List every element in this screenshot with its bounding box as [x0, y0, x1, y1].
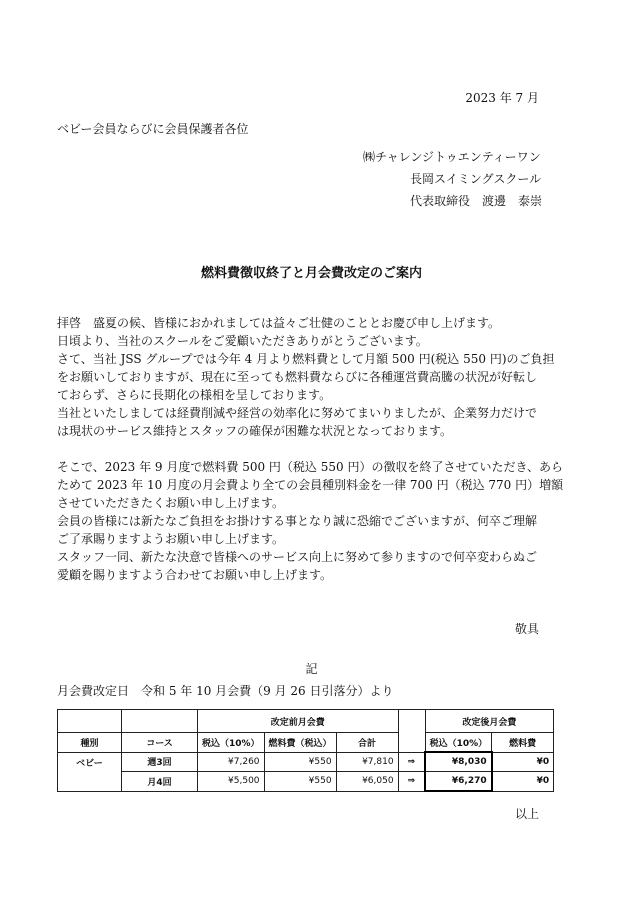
table-row — [58, 772, 554, 792]
table-cell — [122, 710, 198, 733]
col-tax-before: 税込（10%） — [198, 733, 265, 753]
member-type: ベビー — [58, 752, 122, 772]
body-line: 愛顧を賜りますよう合わせてお願い申し上げます。 — [57, 568, 333, 582]
document-date: 2023 年 7 月 — [465, 91, 539, 105]
addressee: ベビー会員ならびに会員保護者各位 — [57, 122, 249, 136]
fee-table — [57, 709, 554, 792]
tax-before: ¥5,500 — [198, 772, 265, 792]
table-row — [58, 752, 554, 772]
table-cell — [398, 710, 425, 733]
fuel-before: ¥550 — [264, 772, 336, 792]
col-tax-after: 税込（10%） — [425, 733, 492, 753]
col-total: 合計 — [336, 733, 398, 753]
fuel-before: ¥550 — [264, 752, 336, 772]
total-before: ¥7,810 — [336, 752, 398, 772]
body-line: 日頃より、当社のスクールをご愛顧いただきありがとうございます。 — [57, 334, 428, 348]
body-line: は現状のサービス維持とスタッフの確保が困難な状況となっております。 — [57, 424, 453, 438]
after-fee-header: 改定後月会費 — [425, 710, 554, 733]
body-line: をお願いしておりますが、現在に至っても燃料費ならびに各種運営費高騰の状況が好転し — [57, 370, 538, 384]
body-line: 拝啓 盛夏の候、皆様におかれましては益々ご壮健のこととお慶び申し上げます。 — [57, 316, 501, 330]
before-fee-header: 改定前月会費 — [198, 710, 399, 733]
course: 週3回 — [122, 752, 198, 772]
body-line: ておらず、さらに長期化の様相を呈しております。 — [57, 388, 332, 402]
closing-keigu: 敬具 — [514, 622, 539, 636]
col-fuel-after: 燃料費 — [492, 733, 554, 753]
tax-after: ¥8,030 — [425, 752, 492, 772]
body-line: そこで、2023 年 9 月度で燃料費 500 円（税込 550 円）の徴収を終了させていただき、あら — [57, 460, 563, 474]
col-type: 種別 — [58, 733, 122, 753]
body-line: 会員の皆様には新たなご負担をお掛けする事となり誠に恐縮でございますが、何卒ご理解 — [57, 514, 538, 528]
col-course: コース — [122, 733, 198, 753]
page-title: 燃料費徴収終了と月会費改定のご案内 — [200, 266, 422, 281]
fuel-after: ¥0 — [492, 752, 554, 772]
member-type — [58, 772, 122, 792]
table-cell — [58, 710, 122, 733]
course: 月4回 — [122, 772, 198, 792]
revision-date: 月会費改定日 令和 5 年 10 月会費（9 月 26 日引落分）より — [57, 684, 394, 698]
table-group-header-row — [58, 710, 554, 733]
tax-before: ¥7,260 — [198, 752, 265, 772]
table-cell — [398, 733, 425, 753]
ki-heading: 記 — [305, 662, 318, 676]
body-line: ご了承賜りますようお願い申し上げます。 — [57, 532, 285, 546]
body-line: スタッフ一同、新たな決意で皆様へのサービス向上に努めて参りますので何卒変わらぬご — [57, 550, 538, 564]
arrow-icon: ⇒ — [398, 752, 425, 772]
body-line: させていただきたくお願い申し上げます。 — [57, 496, 285, 510]
sender-company: ㈱チャレンジトゥエンティーワン — [363, 150, 541, 164]
sender-representative: 代表取締役 渡邊 泰崇 — [410, 194, 543, 208]
end-ijo: 以上 — [514, 807, 539, 821]
tax-after: ¥6,270 — [425, 772, 492, 792]
sender-school: 長岡スイミングスクール — [410, 172, 542, 186]
table-column-header-row — [58, 733, 554, 753]
body-line: 当社といたしましては経費削減や経営の効率化に努めてまいりましたが、企業努力だけで — [57, 406, 538, 420]
fuel-after: ¥0 — [492, 772, 554, 792]
blank-line — [57, 440, 563, 458]
body-line: ためて 2023 年 10 月度の月会費より全ての会員種別料金を一律 700 円（税込 770 円）増額 — [57, 478, 564, 492]
arrow-icon: ⇒ — [398, 772, 425, 792]
col-fuel-before: 燃料費（税込） — [264, 733, 336, 753]
total-before: ¥6,050 — [336, 772, 398, 792]
body-line: さて、当社 JSS グループでは今年 4 月より燃料費として月額 500 円(税込 550 円)のご負担 — [57, 352, 555, 366]
body-paragraphs — [57, 314, 563, 584]
